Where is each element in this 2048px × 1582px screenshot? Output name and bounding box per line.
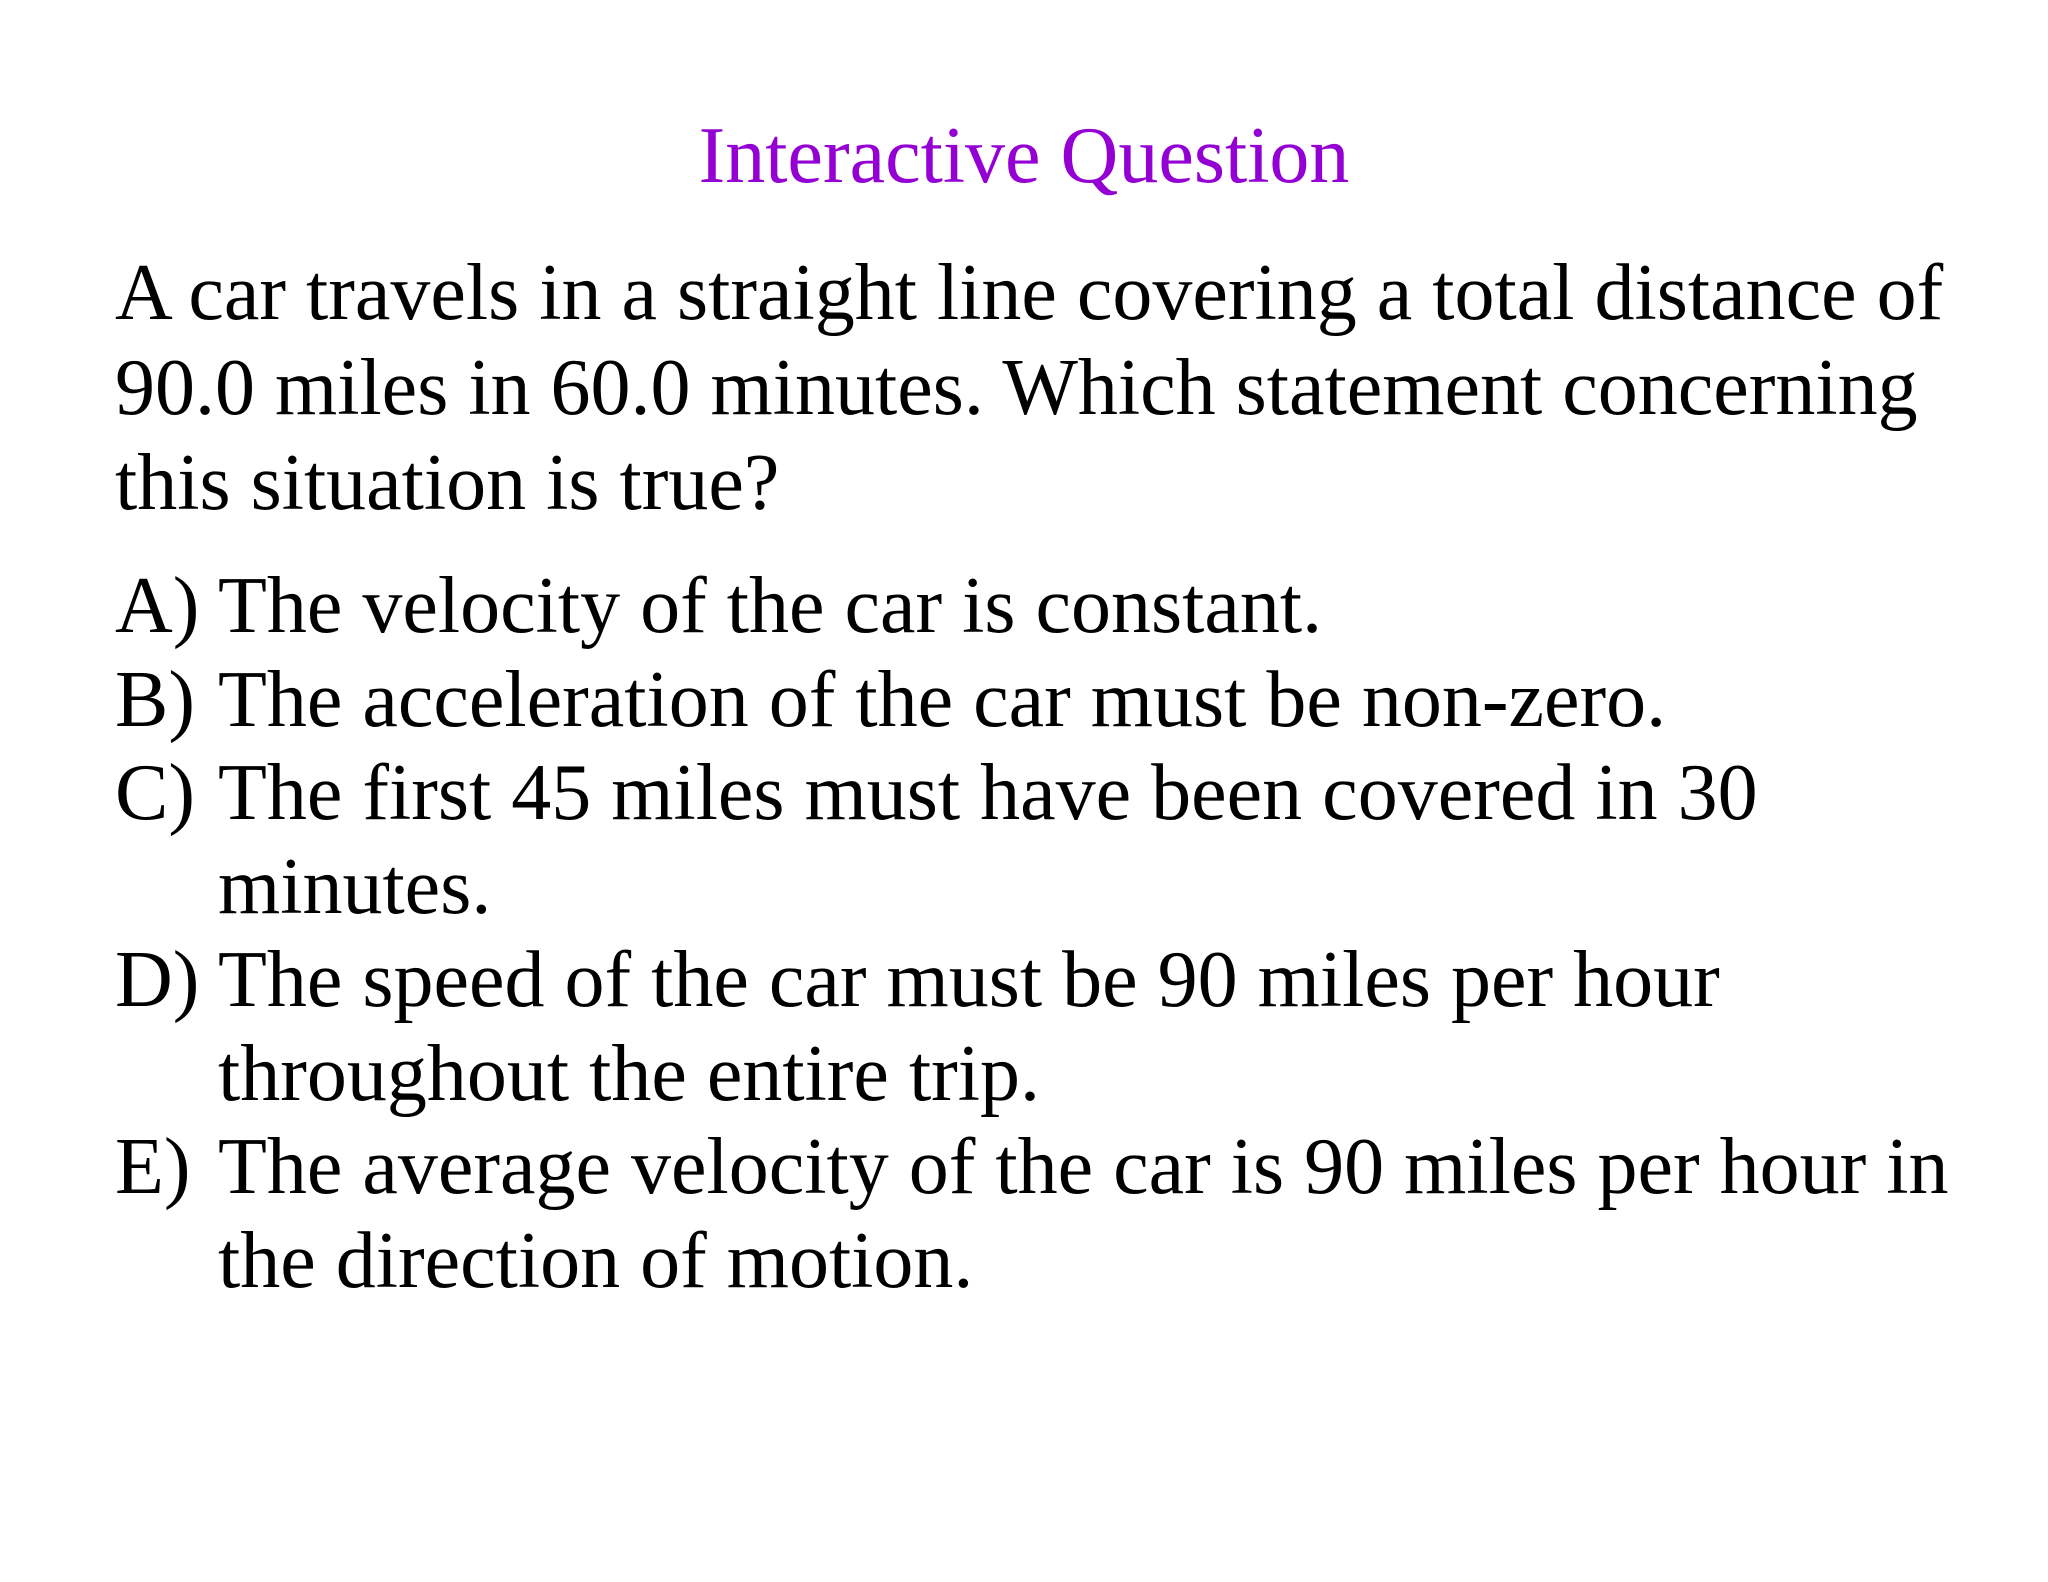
choice-text: The first 45 miles must have been covered in 30 — [218, 749, 1758, 837]
choice-a — [115, 560, 1955, 654]
choice-letter: A) — [115, 562, 200, 650]
choice-letter: C) — [115, 749, 195, 837]
question-text — [115, 246, 1955, 531]
choice-letter: D) — [115, 936, 200, 1024]
question-line: this situation is true? — [115, 439, 780, 527]
choice-c — [115, 747, 1955, 934]
choice-text: The velocity of the car is constant. — [218, 562, 1323, 650]
choice-text-continued: throughout the entire trip. — [218, 1029, 1041, 1118]
choice-e — [115, 1121, 1955, 1308]
choice-b — [115, 654, 1955, 748]
choice-letter: B) — [115, 655, 195, 744]
choice-text: The acceleration of the car must be non-zero. — [218, 655, 1667, 744]
choice-text-continued: the direction of motion. — [218, 1216, 974, 1305]
slide-title: Interactive Question — [698, 112, 1350, 200]
choice-text: The speed of the car must be 90 miles per hour — [218, 936, 1720, 1024]
choice-letter: E) — [115, 1123, 191, 1211]
choice-text-continued: minutes. — [218, 842, 492, 931]
answer-choices — [115, 560, 1955, 1308]
choice-d — [115, 934, 1955, 1121]
question-line: A car travels in a straight line covering a total distance of — [115, 249, 1944, 337]
question-line: 90.0 miles in 60.0 minutes. Which statement concerning — [115, 344, 1918, 432]
choice-text: The average velocity of the car is 90 miles per hour in — [218, 1123, 1949, 1211]
